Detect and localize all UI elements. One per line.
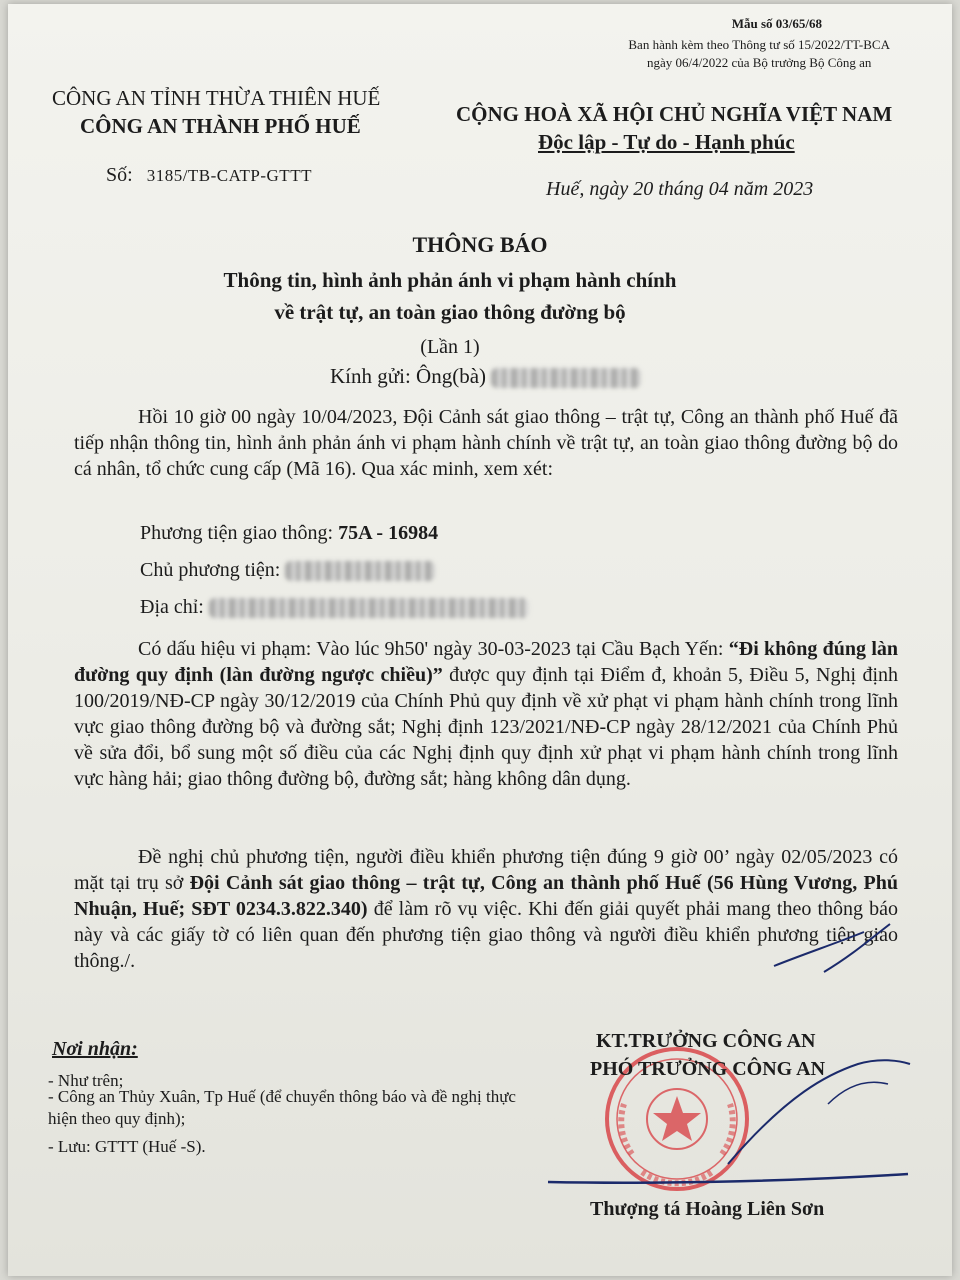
redacted-address xyxy=(209,598,529,618)
country-name: CỘNG HOÀ XÃ HỘI CHỦ NGHĨA VIỆT NAM xyxy=(456,102,893,126)
form-issued-line-1: Ban hành kèm theo Thông tư số 15/2022/TT-BCA xyxy=(628,37,890,52)
violation-description: “Đi không đúng làn đường quy định (làn đường ngược chiều)” xyxy=(74,638,899,686)
notice-issue: (Lần 1) xyxy=(420,336,480,358)
address-label: Địa chỉ: xyxy=(140,596,204,618)
violation-legal-basis: được quy định tại Điểm đ, khoản 5, Điều 5, Nghị định 100/2019/NĐ-CP ngày 30/12/2019 của Chính Phủ quy định về xử phạt vi phạm hành chính trong lĩnh vực giao thông đường bộ và đường sắt; Nghị định 123/2021/NĐ-CP ngày 28/12/2021 của Chính Phủ về sửa đổi, bổ sung một số điều của các Nghị định quy định xử phạt vi phạm hành chính trong lĩnh vực hàng hải; giao thông đường bộ, đường sắt; hàng không dân dụng. xyxy=(74,664,899,790)
intro-paragraph: Hồi 10 giờ 00 ngày 10/04/2023, Đội Cảnh sát giao thông – trật tự, Công an thành phố Huế đã tiếp nhận thông tin, hình ảnh phản ánh vi phạm hành chính về trật tự, an toàn giao thông đường bộ do cá nhân, tổ chức cung cấp (Mã 16). Qua xác minh, xem xét: xyxy=(74,406,898,480)
document-number xyxy=(106,164,312,187)
document-title: THÔNG BÁO xyxy=(412,232,548,257)
document-subtitle-line-1: Thông tin, hình ảnh phản ánh vi phạm hành chính xyxy=(223,268,677,292)
vehicle-plate: 75A - 16984 xyxy=(338,522,439,544)
signer-name: Thượng tá Hoàng Liên Sơn xyxy=(590,1198,825,1220)
owner-label: Chủ phương tiện: xyxy=(140,559,281,581)
national-motto: Độc lập - Tự do - Hạnh phúc xyxy=(538,130,795,154)
vehicle-line xyxy=(140,522,438,545)
signatory-title-2: PHÓ TRƯỞNG CÔNG AN xyxy=(590,1058,826,1080)
form-issued-note xyxy=(628,36,890,72)
recipient-label: Kính gửi: Ông(bà) xyxy=(330,364,487,388)
document-number-label: Số: xyxy=(106,164,133,186)
violation-intro: Có dấu hiệu vi phạm: Vào lúc 9h50' ngày 30-03-2023 tại Cầu Bạch Yến: xyxy=(138,638,729,660)
recipient-item: - Như trên; xyxy=(48,1071,124,1090)
vehicle-label: Phương tiện giao thông: xyxy=(140,522,334,544)
owner-line xyxy=(140,559,435,582)
signatory-title-1: KT.TRƯỞNG CÔNG AN xyxy=(596,1030,816,1052)
request-instructions: để làm rõ vụ việc. Khi đến giải quyết phải mang theo thông báo này và các giấy tờ có liên quan đến phương tiện giao thông và người điều khiển phương tiện giao thông./. xyxy=(74,898,899,972)
request-office: Đội Cảnh sát giao thông – trật tự, Công an thành phố Huế (56 Hùng Vương, Phú Nhuận, Huế; SĐT 0234.3.822.340) xyxy=(74,872,898,920)
request-intro: Đề nghị chủ phương tiện, người điều khiển phương tiện đúng 9 giờ 00’ ngày 02/05/2023 có mặt tại trụ sở xyxy=(74,846,898,894)
recipient-item: - Công an Thủy Xuân, Tp Huế (để chuyển thông báo và đề nghị thực hiện theo quy định); xyxy=(48,1087,516,1128)
handwritten-signature xyxy=(528,1034,918,1204)
redacted-recipient-name xyxy=(491,368,641,388)
recipient-line xyxy=(330,364,641,389)
issue-date: Huế, ngày 20 tháng 04 năm 2023 xyxy=(546,178,814,200)
document-page xyxy=(8,4,952,1276)
document-subtitle-line-2: về trật tự, an toàn giao thông đường bộ xyxy=(274,300,626,324)
ink-check-mark xyxy=(764,914,894,984)
recipients-heading: Nơi nhận: xyxy=(52,1038,138,1060)
redacted-owner-name xyxy=(285,561,435,581)
violation-paragraph xyxy=(74,636,898,792)
form-issued-line-2: ngày 06/4/2022 của Bộ trưởng Bộ Công an xyxy=(646,55,872,70)
agency-parent: CÔNG AN TỈNH THỪA THIÊN HUẾ xyxy=(52,86,381,110)
recipient-item: - Lưu: GTTT (Huế -S). xyxy=(48,1137,206,1156)
form-number: Mẫu số 03/65/68 xyxy=(731,16,822,31)
agency-name: CÔNG AN THÀNH PHỐ HUẾ xyxy=(80,114,361,138)
address-line xyxy=(140,596,529,619)
document-number-value: 3185/TB-CATP-GTTT xyxy=(146,166,312,185)
